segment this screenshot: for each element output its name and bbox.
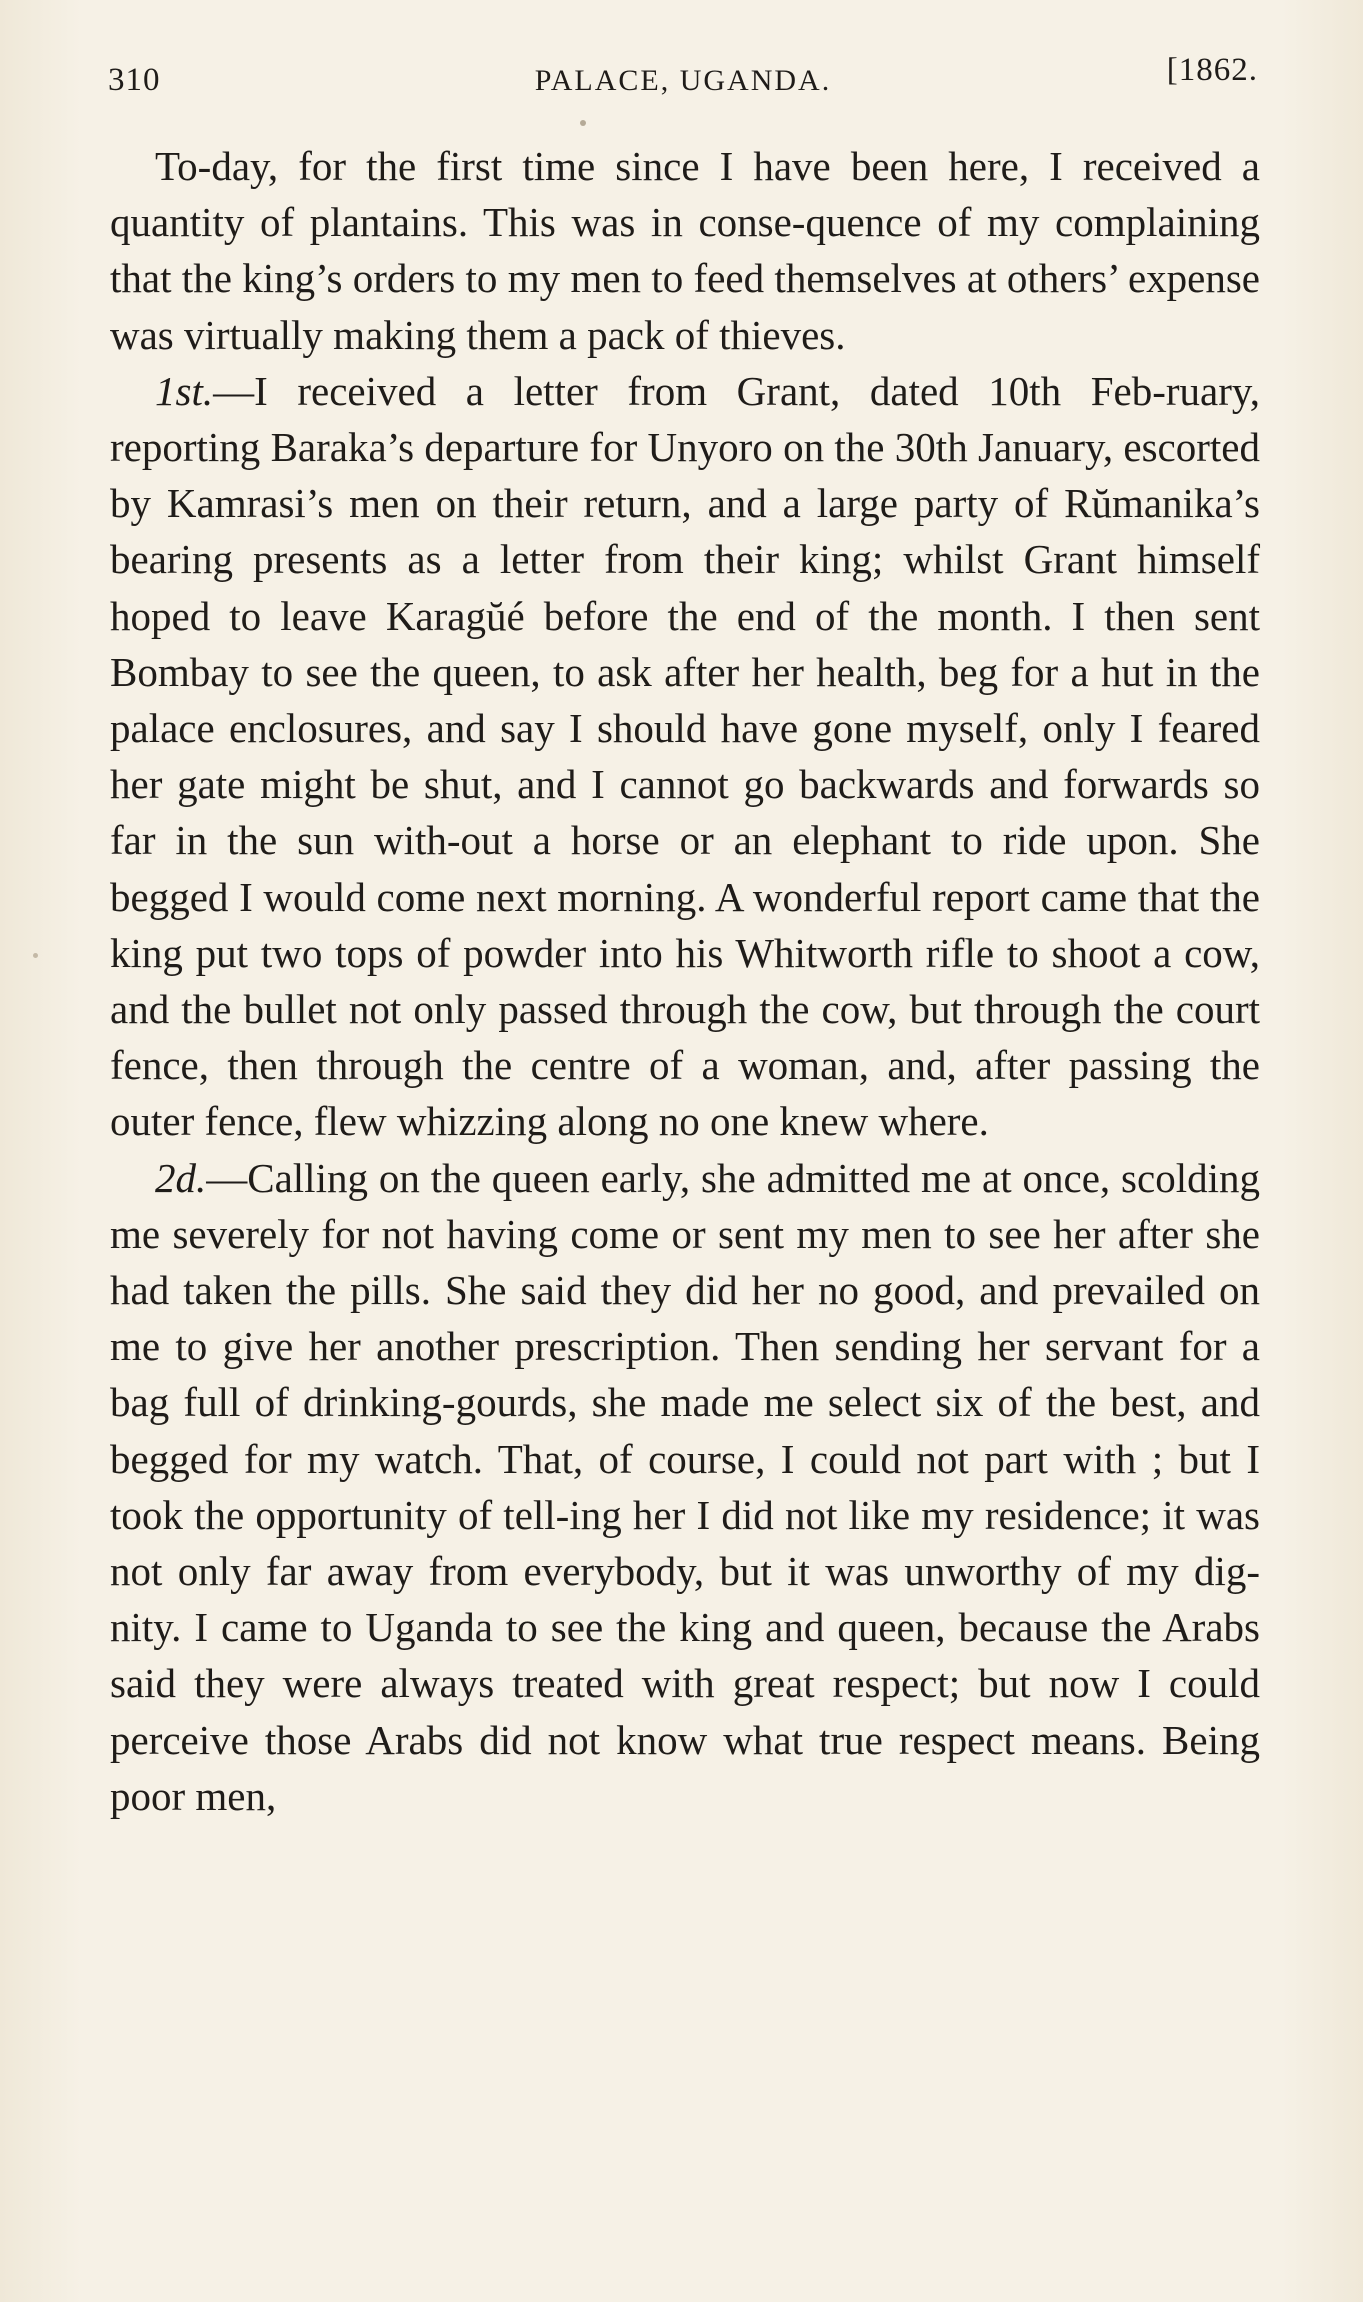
page-number: 310 xyxy=(108,62,161,98)
paragraph-second xyxy=(110,1150,1260,1824)
paragraph-text: —Calling on the queen early, she admitted me at once, scolding me severely for not having come or sent my men to see her after she had taken the pills. She said they did her no good, and prevailed on me to give her another prescription. Then sending her servant for a bag full of drinking-gourds, she made me select six of the best, and begged for my watch. That, of course, I could not part with ; but I took the opportunity of tell-ing her I did not like my residence; it was not only far away from everybody, but it was unworthy of my dig-nity. I came to Uganda to see the king and queen, because the Arabs said they were always treated with great respect; but now I could perceive those Arabs did not know what true respect means. Being poor men, xyxy=(110,1154,1260,1819)
running-title: PALACE, UGANDA. xyxy=(534,64,832,97)
running-year: [1862. xyxy=(1166,52,1258,88)
paragraph-first xyxy=(110,363,1260,1150)
body-text xyxy=(110,138,1260,1824)
margin-speck xyxy=(33,953,38,958)
paragraph-text: —I received a letter from Grant, dated 10th Feb-ruary, reporting Baraka’s departure for Unyoro on the 30th January, escorted by Kamrasi’s men on their return, and a large party of Rŭmanika’s bearing presents as a letter from their king; whilst Grant himself hoped to leave Karagŭé before the end of the month. I then sent Bombay to see the queen, to ask after her health, beg for a hut in the palace enclosures, and say I should have gone myself, only I feared her gate might be shut, and I cannot go backwards and forwards so far in the sun with-out a horse or an elephant to ride upon. She begged I would come next morning. A wonderful report came that the king put two tops of powder into his Whitworth rifle to shoot a cow, and the bullet not only passed through the cow, but through the court fence, then through the centre of a woman, and, after passing the outer fence, flew whizzing along no one knew where. xyxy=(110,367,1260,1145)
date-label: 2d. xyxy=(155,1154,207,1201)
paragraph-text: To-day, for the first time since I have been here, I received a quantity of plantains. This was in conse-quence of my complaining that the king’s orders to my men to feed themselves at others’ expense was virtually making them a pack of thieves. xyxy=(110,143,1260,358)
ink-speck xyxy=(580,120,586,126)
paragraph-intro xyxy=(110,138,1260,363)
running-head xyxy=(108,52,1258,112)
date-label: 1st. xyxy=(155,367,214,414)
